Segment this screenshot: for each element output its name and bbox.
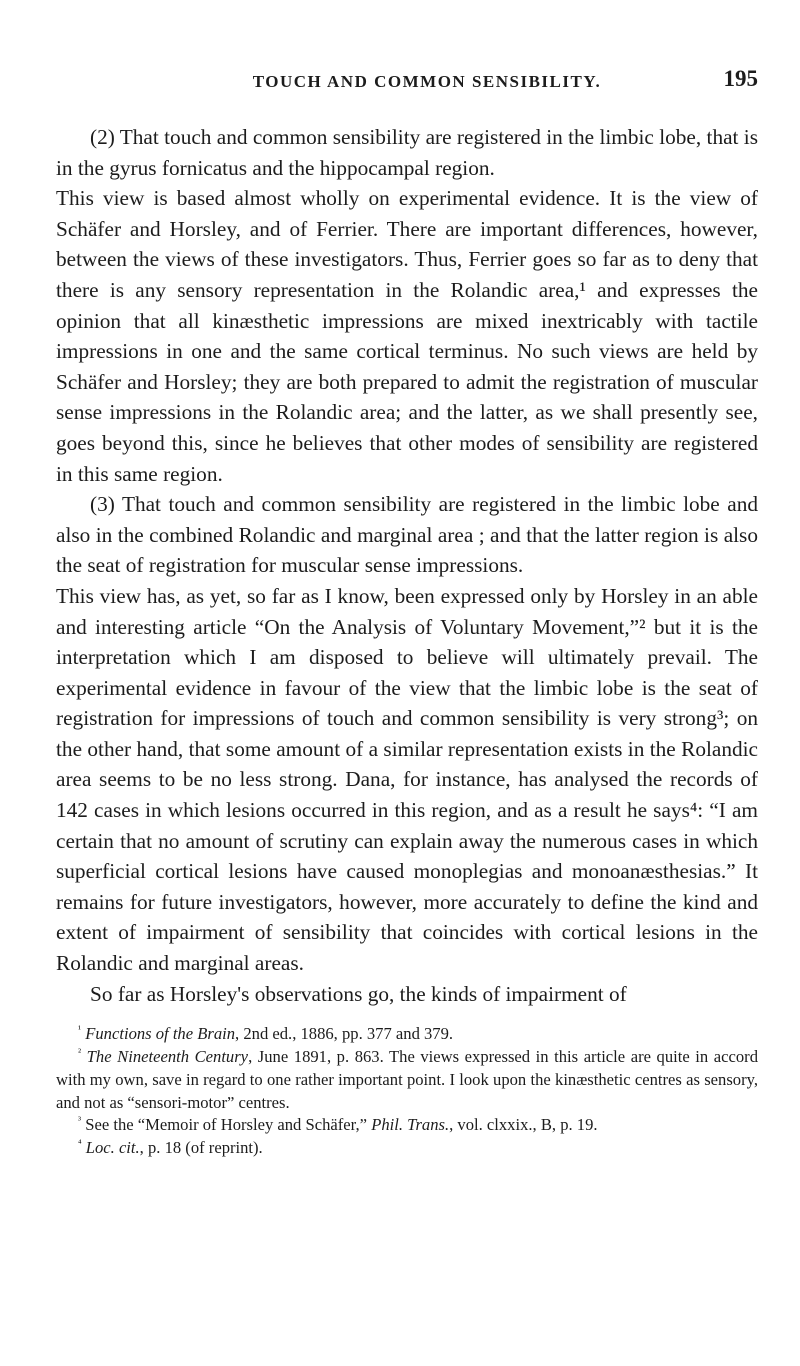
footnote-text: , June 1891, p. 863. The views expressed in this article are quite in accord with my own, save in regard to one rather important point. I look upon the kinæsthetic centres as sensory, and not as “sensori-motor” centres. — [56, 1047, 758, 1112]
page-header — [56, 0, 758, 92]
footnote-title: Loc. cit. — [85, 1138, 140, 1158]
footnote — [56, 1046, 758, 1114]
footnote-text: , p. 18 (of reprint). — [139, 1138, 263, 1158]
footnote-mark: ⁴ — [78, 1138, 82, 1150]
footnote-title: Functions of the Brain — [85, 1024, 236, 1044]
paragraph: This view is based almost wholly on experimental evidence. It is the view of Schäfer and Horsley, and of Ferrier. There are important differences, however, between the views of these investigators. Thus, Ferrier goes so far as to deny that there is any sensory representation in the Rolandic area,¹ and expresses the opinion that all kinæsthetic impressions are mixed inextricably with tactile impressions in one and the same cortical terminus. No such views are held by Schäfer and Horsley; they are both prepared to admit the registration of muscular sense impressions in the Rolandic area; and the latter, as we shall presently see, goes beyond this, since he believes that other modes of sensibility are registered in this same region. — [56, 186, 758, 486]
running-title: TOUCH AND COMMON SENSIBILITY. — [252, 72, 602, 91]
body-text — [56, 122, 758, 1009]
footnote-mark: ¹ — [78, 1024, 82, 1036]
paragraph: (2) That touch and common sensibility are registered in the limbic lobe, that is in the gyrus fornicatus and the hippocampal region. — [56, 125, 758, 180]
footnote-text: , 2nd ed., 1886, pp. 377 and 379. — [235, 1024, 454, 1044]
paragraph: This view has, as yet, so far as I know, been expressed only by Horsley in an able and interesting article “On the Analysis of Voluntary Movement,”² but it is the interpretation which I am disposed to believe will ultimately prevail. The experimental evidence in favour of the view that the limbic lobe is the seat of registration for impressions of touch and common sensibility is very strong³; on the other hand, that some amount of a similar representation exists in the Rolandic area seems to be no less strong. Dana, for instance, has analysed the records of 142 cases in which lesions occurred in this region, and as a result he says⁴: “I am certain that no amount of scrutiny can explain away the numerous cases in which superficial cortical lesions have caused monoplegias and monoanæsthesias.” It remains for future investigators, however, more accurately to define the kind and extent of impairment of sensibility that coincides with cortical lesions in the Rolandic and marginal areas. — [56, 583, 758, 976]
footnote-mark: ² — [78, 1047, 82, 1059]
footnote-lead: See the “Memoir of Horsley and Schäfer,” — [81, 1115, 372, 1135]
book-page — [56, 0, 758, 1160]
footnotes — [56, 1023, 758, 1160]
footnote — [56, 1137, 758, 1160]
footnote-text: , vol. clxxix., B, p. 19. — [449, 1115, 598, 1135]
footnote — [56, 1114, 758, 1137]
footnote-title: Phil. Trans. — [371, 1115, 450, 1135]
paragraph: So far as Horsley's observations go, the kinds of impairment of — [90, 981, 627, 1006]
page-number: 195 — [723, 66, 758, 91]
footnote-mark: ³ — [78, 1115, 82, 1127]
footnote — [56, 1023, 758, 1046]
paragraph: (3) That touch and common sensibility are registered in the limbic lobe and also in the combined Rolandic and marginal area ; and that the latter region is also the seat of registration for muscular sense impressions. — [56, 492, 758, 578]
footnote-title: The Nineteenth Century — [86, 1047, 249, 1067]
